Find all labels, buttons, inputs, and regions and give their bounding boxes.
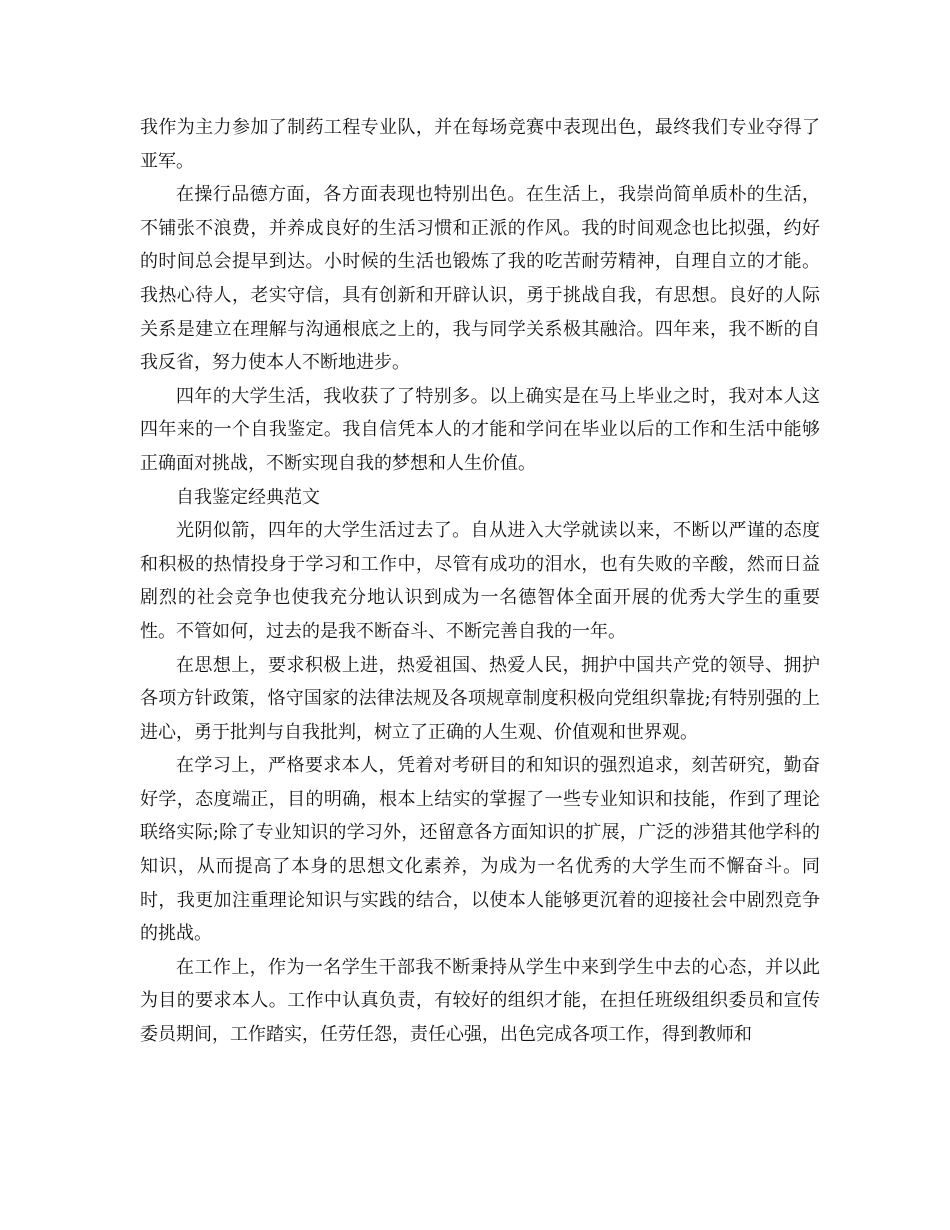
paragraph-4: 光阴似箭，四年的大学生活过去了。自从进入大学就读以来，不断以严谨的态度和积极的热情投身于学习和工作中，尽管有成功的泪水，也有失败的辛酸，然而日益剧烈的社会竞争也使我充分地认识到成为一名德智体全面开展的优秀大学生的重要性。不管如何，过去的是我不断奋斗、不断完善自我的一年。 [140,520,820,642]
paragraph-2: 在操行品德方面，各方面表现也特别出色。在生活上，我崇尚简单质朴的生活，不铺张不浪费，并养成良好的生活习惯和正派的作风。我的时间观念也比拟强，约好的时间总会提早到达。小时候的生活也锻炼了我的吃苦耐劳精神，自理自立的才能。我热心待人，老实守信，具有创新和开辟认识，勇于挑战自我，有思想。良好的人际关系是建立在理解与沟通根底之上的，我与同学关系极其融洽。四年来，我不断的自我反省，努力使本人不断地进步。 [140,184,820,374]
paragraph-1: 我作为主力参加了制药工程专业队，并在每场竞赛中表现出色，最终我们专业夺得了亚军。 [140,117,820,172]
section-heading: 自我鉴定经典范文 [176,486,320,508]
paragraph-5: 在思想上，要求积极上进，热爱祖国、热爱人民，拥护中国共产党的领导、拥护各项方针政策，恪守国家的法律法规及各项规章制度积极向党组织靠拢;有特别强的上进心，勇于批判与自我批判，树立了正确的人生观、价值观和世界观。 [140,654,820,743]
paragraph-3: 四年的大学生活，我收获了了特别多。以上确实是在马上毕业之时，我对本人这四年来的一个自我鉴定。我自信凭本人的才能和学问在毕业以后的工作和生活中能够正确面对挑战，不断实现自我的梦想和人生价值。 [140,385,820,474]
paragraph-7: 在工作上，作为一名学生干部我不断秉持从学生中来到学生中去的心态，并以此为目的要求本人。工作中认真负责，有较好的组织才能，在担任班级组织委员和宣传委员期间，工作踏实，任劳任怨，责任心强，出色完成各项工作，得到教师和 [140,956,820,1046]
document-page [140,111,820,1052]
paragraph-6: 在学习上，严格要求本人，凭着对考研目的和知识的强烈追求，刻苦研究，勤奋好学，态度端正，目的明确，根本上结实的掌握了一些专业知识和技能，作到了理论联络实际;除了专业知识的学习外，还留意各方面知识的扩展，广泛的涉猎其他学科的知识，从而提高了本身的思想文化素养，为成为一名优秀的大学生而不懈奋斗。同时，我更加注重理论知识与实践的结合，以使本人能够更沉着的迎接社会中剧烈竞争的挑战。 [140,755,820,945]
